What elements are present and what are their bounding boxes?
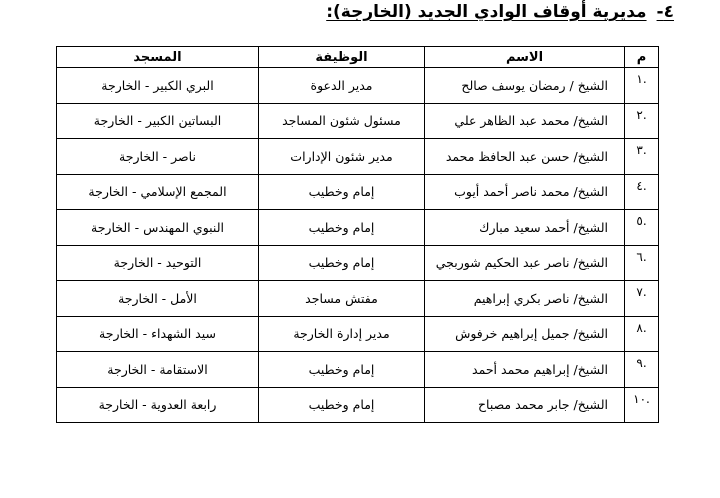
- table-header-row: [57, 47, 659, 68]
- row-number: .٣: [625, 139, 659, 175]
- staff-table: [56, 46, 659, 423]
- row-mosque: الأمل - الخارجة: [57, 281, 259, 317]
- table-row: [57, 103, 659, 139]
- row-job: مفتش مساجد: [259, 281, 425, 317]
- header-mosque: المسجد: [57, 47, 259, 68]
- row-name: الشيخ / رمضان يوسف صالح: [425, 68, 625, 104]
- row-number: .٦: [625, 245, 659, 281]
- row-name: الشيخ/ أحمد سعيد مبارك: [425, 210, 625, 246]
- row-job: مسئول شئون المساجد: [259, 103, 425, 139]
- row-name: الشيخ/ ناصر عبد الحكيم شوربجي: [425, 245, 625, 281]
- table-row: [57, 245, 659, 281]
- table-row: [57, 316, 659, 352]
- row-mosque: البساتين الكبير - الخارجة: [57, 103, 259, 139]
- row-name: الشيخ/ جميل إبراهيم خرفوش: [425, 316, 625, 352]
- table-row: [57, 68, 659, 104]
- row-mosque: الاستقامة - الخارجة: [57, 352, 259, 388]
- row-job: إمام وخطيب: [259, 387, 425, 423]
- row-name: الشيخ/ محمد عبد الظاهر علي: [425, 103, 625, 139]
- row-mosque: رابعة العدوية - الخارجة: [57, 387, 259, 423]
- row-name: الشيخ/ محمد ناصر أحمد أيوب: [425, 174, 625, 210]
- row-number: .٨: [625, 316, 659, 352]
- row-mosque: البري الكبير - الخارجة: [57, 68, 259, 104]
- section-title: مديرية أوقاف الوادي الجديد (الخارجة):: [326, 2, 647, 22]
- table-row: [57, 139, 659, 175]
- row-job: إمام وخطيب: [259, 174, 425, 210]
- row-job: إمام وخطيب: [259, 245, 425, 281]
- row-mosque: النبوي المهندس - الخارجة: [57, 210, 259, 246]
- table-row: [57, 387, 659, 423]
- row-job: مدير الدعوة: [259, 68, 425, 104]
- header-num: م: [625, 47, 659, 68]
- header-name: الاسم: [425, 47, 625, 68]
- row-name: الشيخ/ ناصر بكري إبراهيم: [425, 281, 625, 317]
- row-job: إمام وخطيب: [259, 210, 425, 246]
- row-number: .١: [625, 68, 659, 104]
- row-name: الشيخ/ إبراهيم محمد أحمد: [425, 352, 625, 388]
- row-name: الشيخ/ حسن عبد الحافظ محمد: [425, 139, 625, 175]
- table-row: [57, 210, 659, 246]
- row-name: الشيخ/ جابر محمد مصباح: [425, 387, 625, 423]
- section-number: ٤-: [656, 2, 674, 22]
- row-job: مدير شئون الإدارات: [259, 139, 425, 175]
- row-number: .٥: [625, 210, 659, 246]
- header-job: الوظيفة: [259, 47, 425, 68]
- row-number: .٢: [625, 103, 659, 139]
- table-row: [57, 352, 659, 388]
- row-mosque: المجمع الإسلامي - الخارجة: [57, 174, 259, 210]
- row-mosque: سيد الشهداء - الخارجة: [57, 316, 259, 352]
- row-mosque: التوحيد - الخارجة: [57, 245, 259, 281]
- row-number: .٧: [625, 281, 659, 317]
- row-number: .٩: [625, 352, 659, 388]
- section-heading: [326, 2, 674, 22]
- row-job: إمام وخطيب: [259, 352, 425, 388]
- row-number: .١٠: [625, 387, 659, 423]
- row-mosque: ناصر - الخارجة: [57, 139, 259, 175]
- table-row: [57, 281, 659, 317]
- table-row: [57, 174, 659, 210]
- row-number: .٤: [625, 174, 659, 210]
- row-job: مدير إدارة الخارجة: [259, 316, 425, 352]
